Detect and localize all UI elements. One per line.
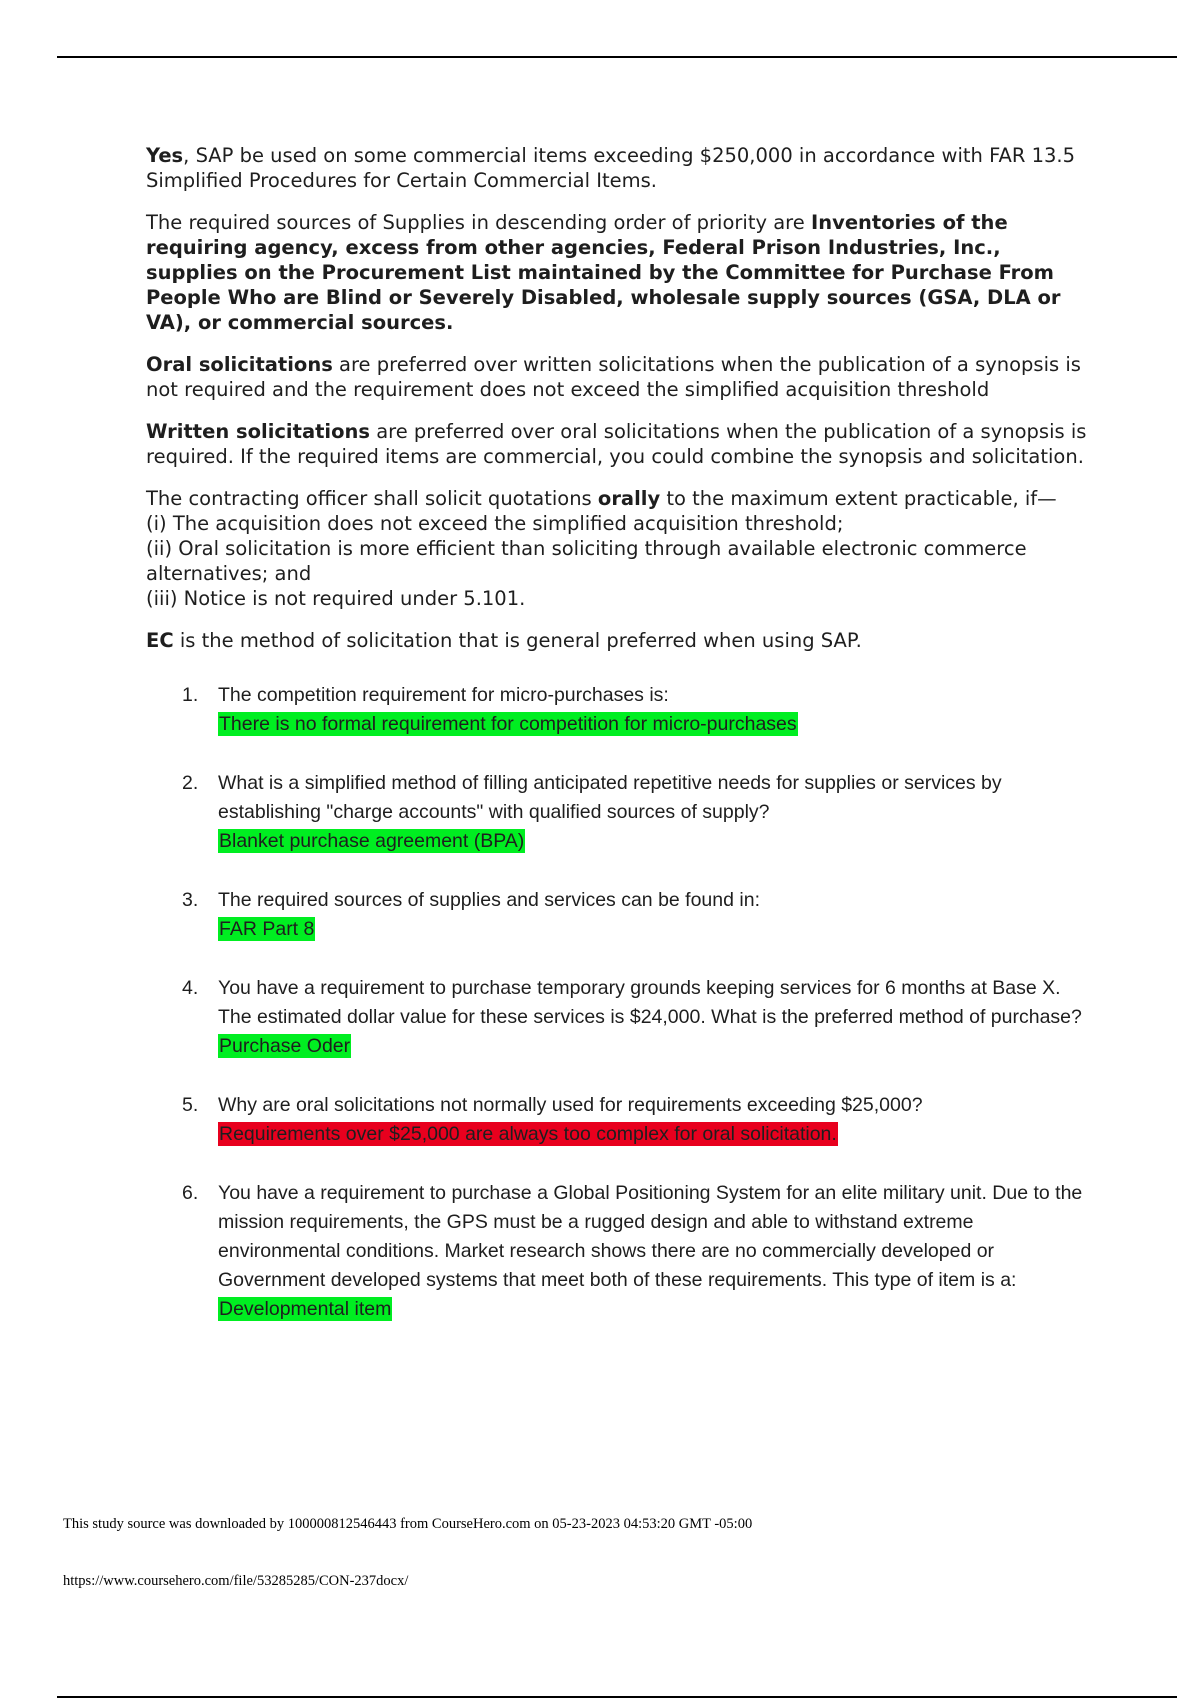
- condition-iii: (iii) Notice is not required under 5.101.: [146, 587, 526, 610]
- paragraph-text: The required sources of Supplies in descending order of priority are: [146, 211, 811, 234]
- answer-highlight: Blanket purchase agreement (BPA): [219, 830, 525, 852]
- question-number: 5.: [182, 1094, 199, 1116]
- answer-highlight: Developmental item: [219, 1298, 392, 1320]
- paragraph-required-sources: [146, 210, 1096, 335]
- question-number: 2.: [182, 772, 199, 794]
- question-number: 6.: [182, 1182, 199, 1204]
- question-text: The competition requirement for micro-purchases is:: [218, 684, 669, 706]
- bold-lead: Written solicitations: [146, 420, 370, 443]
- question-item: [146, 886, 1096, 944]
- question-item: [146, 769, 1096, 856]
- bottom-divider: [57, 1696, 1177, 1698]
- top-divider: [57, 56, 1177, 58]
- solicit-orally-line: [146, 486, 1096, 511]
- paragraph-text: is the method of solicitation that is general preferred when using SAP.: [173, 629, 862, 652]
- download-notice: This study source was downloaded by 100000812546443 from CourseHero.com on 05-23-2023 04:53:20 GMT -05:00: [63, 1516, 753, 1532]
- question-number: 4.: [182, 977, 199, 999]
- question-text: You have a requirement to purchase a Global Positioning System for an elite military unit. Due to the mission requirements, the GPS must be a rugged design and able to withstand extreme environmental conditions. Market research shows there are no commercially developed or Government developed systems that meet both of these requirements. This type of item is a:: [218, 1182, 1083, 1291]
- paragraph-text: to the maximum extent practicable, if—: [660, 487, 1057, 510]
- answer-highlight-incorrect: Requirements over $25,000 are always too complex for oral solicitation.: [219, 1123, 837, 1145]
- answer-highlight: There is no formal requirement for competition for micro-purchases: [219, 713, 797, 735]
- question-item: [146, 681, 1096, 739]
- paragraph-text: are preferred over oral solicitations when the publication of a synopsis is required. If the required items are commercial, you could combine the synopsis and solicitation.: [146, 420, 1087, 468]
- question-item: [146, 1179, 1096, 1324]
- question-number: 1.: [182, 684, 199, 706]
- question-text: You have a requirement to purchase temporary grounds keeping services for 6 months at Base X. The estimated dollar value for these services is $24,000. What is the preferred method of purchase?: [218, 977, 1082, 1028]
- paragraph-solicit-orally: [146, 486, 1096, 611]
- bold-lead: Yes: [146, 144, 184, 167]
- condition-ii: (ii) Oral solicitation is more efficient than soliciting through available electronic commerce alternatives; and: [146, 537, 1027, 585]
- answer-highlight: Purchase Oder: [219, 1035, 351, 1057]
- bold-lead: EC: [146, 629, 174, 652]
- question-number: 3.: [182, 889, 199, 911]
- paragraph-text: are preferred over written solicitations when the publication of a synopsis is not required and the requirement does not exceed the simplified acquisition threshold: [146, 353, 1081, 401]
- question-text: The required sources of supplies and services can be found in:: [218, 889, 760, 911]
- document-body: [146, 143, 1096, 1354]
- paragraph-text: The contracting officer shall solicit quotations: [146, 487, 598, 510]
- paragraph-sap-commercial: [146, 143, 1096, 193]
- question-item: [146, 974, 1096, 1061]
- answer-highlight: FAR Part 8: [219, 918, 315, 940]
- paragraph-oral-solicitations: [146, 352, 1096, 402]
- question-text: Why are oral solicitations not normally used for requirements exceeding $25,000?: [218, 1094, 923, 1116]
- question-list: [146, 681, 1096, 1324]
- bold-orally: orally: [597, 487, 661, 510]
- question-item: [146, 1091, 1096, 1149]
- paragraph-ec-method: [146, 628, 1096, 653]
- bold-lead: Oral solicitations: [146, 353, 333, 376]
- condition-i: (i) The acquisition does not exceed the simplified acquisition threshold;: [146, 512, 844, 535]
- paragraph-written-solicitations: [146, 419, 1096, 469]
- source-url-link[interactable]: https://www.coursehero.com/file/53285285/CON-237docx/: [63, 1573, 409, 1589]
- question-text: What is a simplified method of filling anticipated repetitive needs for supplies or services by establishing "charge accounts" with qualified sources of supply?: [218, 772, 1002, 823]
- paragraph-text: , SAP be used on some commercial items exceeding $250,000 in accordance with FAR 13.5 Simplified Procedures for Certain Commercial Items.: [146, 144, 1076, 192]
- bold-sources-list: Inventories of the requiring agency, excess from other agencies, Federal Prison Industries, Inc., supplies on the Procurement List maintained by the Committee for Purchase From People Who are Blind or Severely Disabled, wholesale supply sources (GSA, DLA or VA), or commercial sources.: [146, 211, 1061, 334]
